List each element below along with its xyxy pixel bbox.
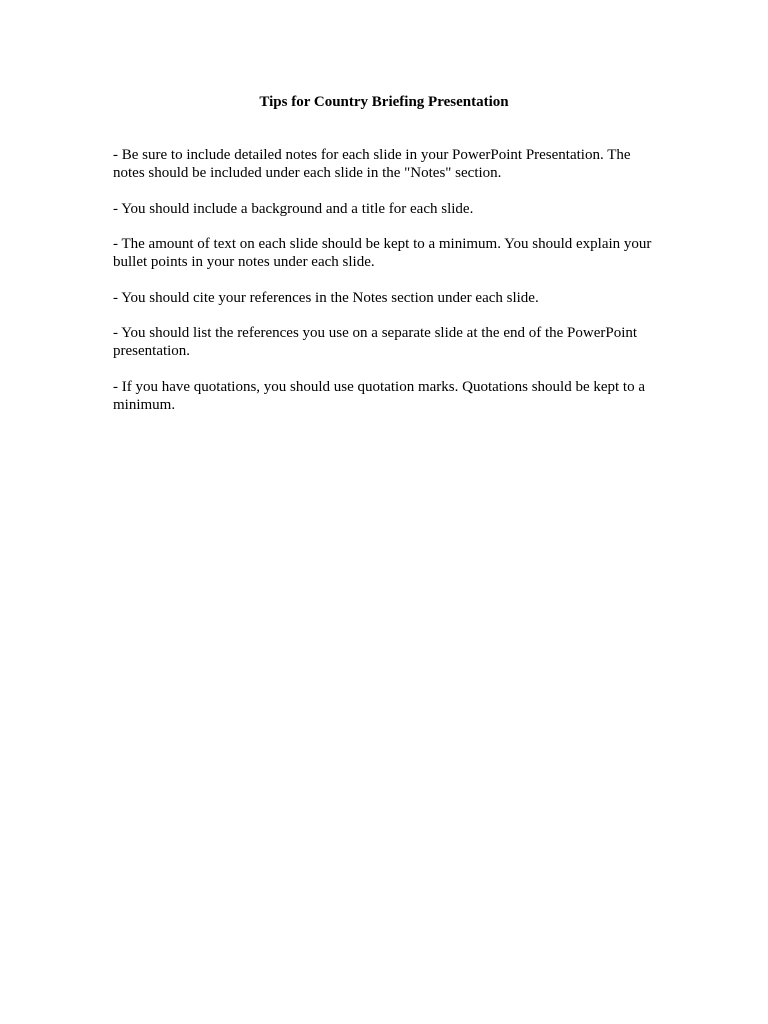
document-title: Tips for Country Briefing Presentation — [259, 94, 509, 110]
tip-item: - You should list the references you use on a separate slide at the end of the PowerPoint presentation. — [113, 325, 638, 359]
tip-item: - Be sure to include detailed notes for each slide in your PowerPoint Presentation. The notes should be included under each slide in the "Notes" section. — [113, 147, 631, 181]
tip-item: - You should include a background and a title for each slide. — [113, 200, 474, 217]
tip-item: - If you have quotations, you should use quotation marks. Quotations should be kept to a minimum. — [113, 378, 646, 413]
tips-list — [113, 146, 658, 431]
tip-item: - You should cite your references in the Notes section under each slide. — [113, 289, 539, 306]
tip-item: - The amount of text on each slide should be kept to a minimum. You should explain your bullet points in your notes under each slide. — [113, 236, 652, 270]
